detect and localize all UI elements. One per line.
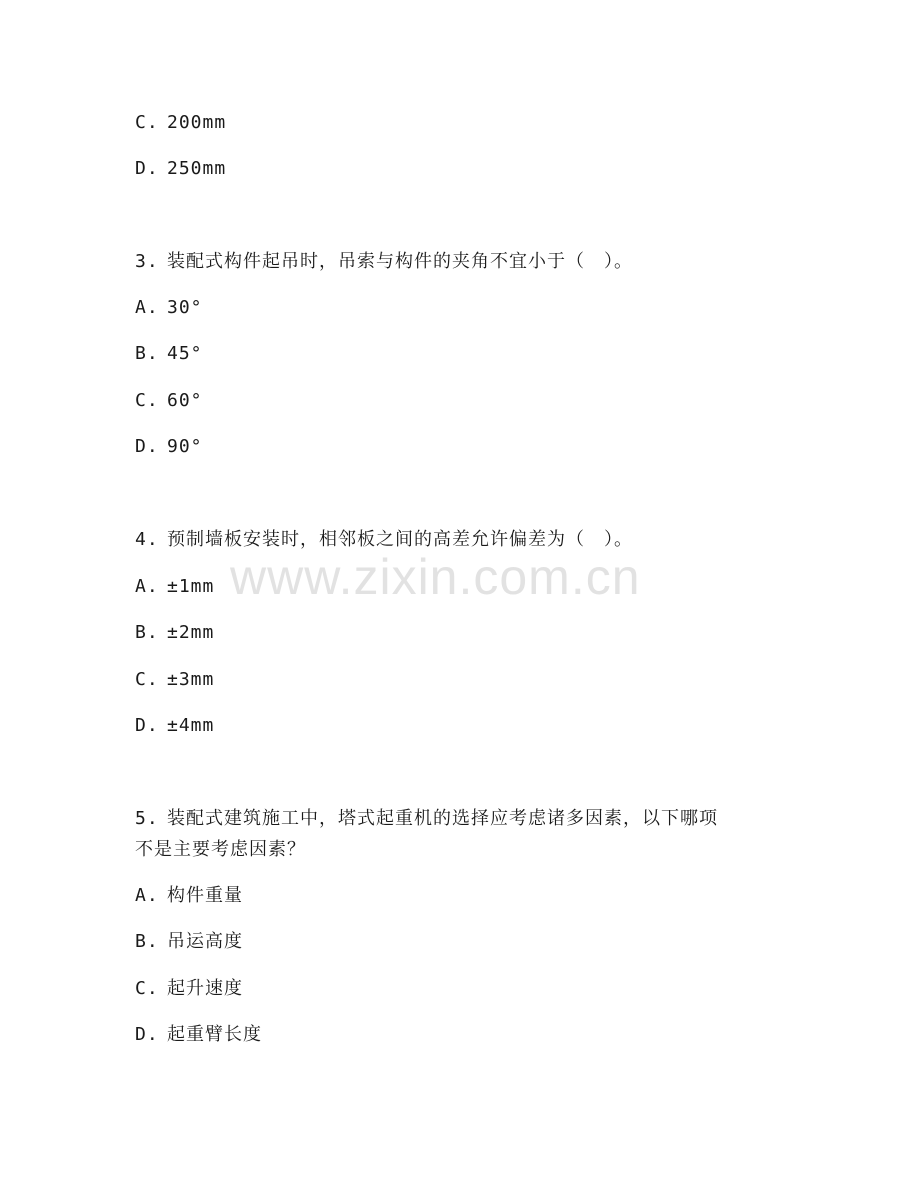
- option-text: 30°: [167, 297, 203, 318]
- option-text: 90°: [167, 436, 203, 457]
- option-text: ±3mm: [167, 669, 215, 690]
- question-text: 预制墙板安装时，相邻板之间的高差允许偏差为（ ）。: [167, 529, 633, 550]
- option-letter: B.: [135, 343, 159, 364]
- option-letter: A.: [135, 885, 159, 906]
- option-text: 起重臂长度: [167, 1024, 262, 1045]
- option-text: 吊运高度: [167, 931, 243, 952]
- q5-question-line1: [135, 805, 718, 833]
- question-number: 4.: [135, 529, 159, 550]
- q5-question-line2: [135, 836, 306, 864]
- option-letter: C.: [135, 669, 159, 690]
- option-letter: C.: [135, 112, 159, 133]
- option-letter: C.: [135, 978, 159, 999]
- option-letter: B.: [135, 931, 159, 952]
- option-letter: D.: [135, 715, 159, 736]
- option-letter: A.: [135, 576, 159, 597]
- option-text: ±2mm: [167, 622, 215, 643]
- option-letter: D.: [135, 1024, 159, 1045]
- option-letter: D.: [135, 158, 159, 179]
- option-text: 250mm: [167, 158, 227, 179]
- option-text: 构件重量: [167, 885, 243, 906]
- q5-option-a: [135, 882, 243, 910]
- option-text: ±4mm: [167, 715, 215, 736]
- option-text: 45°: [167, 343, 203, 364]
- q3-question: [135, 248, 633, 276]
- q4-option-c: [135, 666, 214, 694]
- q2-option-c: [135, 109, 226, 137]
- option-letter: B.: [135, 622, 159, 643]
- question-number: 3.: [135, 251, 159, 272]
- q4-option-b: [135, 619, 214, 647]
- watermark: www.zixin.com.cn: [230, 549, 641, 605]
- q3-option-c: [135, 387, 203, 415]
- q4-option-d: [135, 712, 214, 740]
- q5-option-b: [135, 928, 243, 956]
- option-text: 200mm: [167, 112, 227, 133]
- q4-question: [135, 526, 633, 554]
- question-text-line2: 不是主要考虑因素？: [135, 839, 306, 860]
- q4-option-a: [135, 573, 214, 601]
- option-letter: A.: [135, 297, 159, 318]
- q2-option-d: [135, 155, 226, 183]
- option-text: 60°: [167, 390, 203, 411]
- option-letter: D.: [135, 436, 159, 457]
- q3-option-a: [135, 294, 203, 322]
- q3-option-b: [135, 340, 203, 368]
- q3-option-d: [135, 433, 203, 461]
- q5-option-c: [135, 975, 243, 1003]
- option-text: ±1mm: [167, 576, 215, 597]
- question-text: 装配式构件起吊时，吊索与构件的夹角不宜小于（ ）。: [167, 251, 633, 272]
- q5-option-d: [135, 1021, 262, 1049]
- option-letter: C.: [135, 390, 159, 411]
- option-text: 起升速度: [167, 978, 243, 999]
- question-text-line1: 装配式建筑施工中，塔式起重机的选择应考虑诸多因素，以下哪项: [167, 808, 718, 829]
- question-number: 5.: [135, 808, 159, 829]
